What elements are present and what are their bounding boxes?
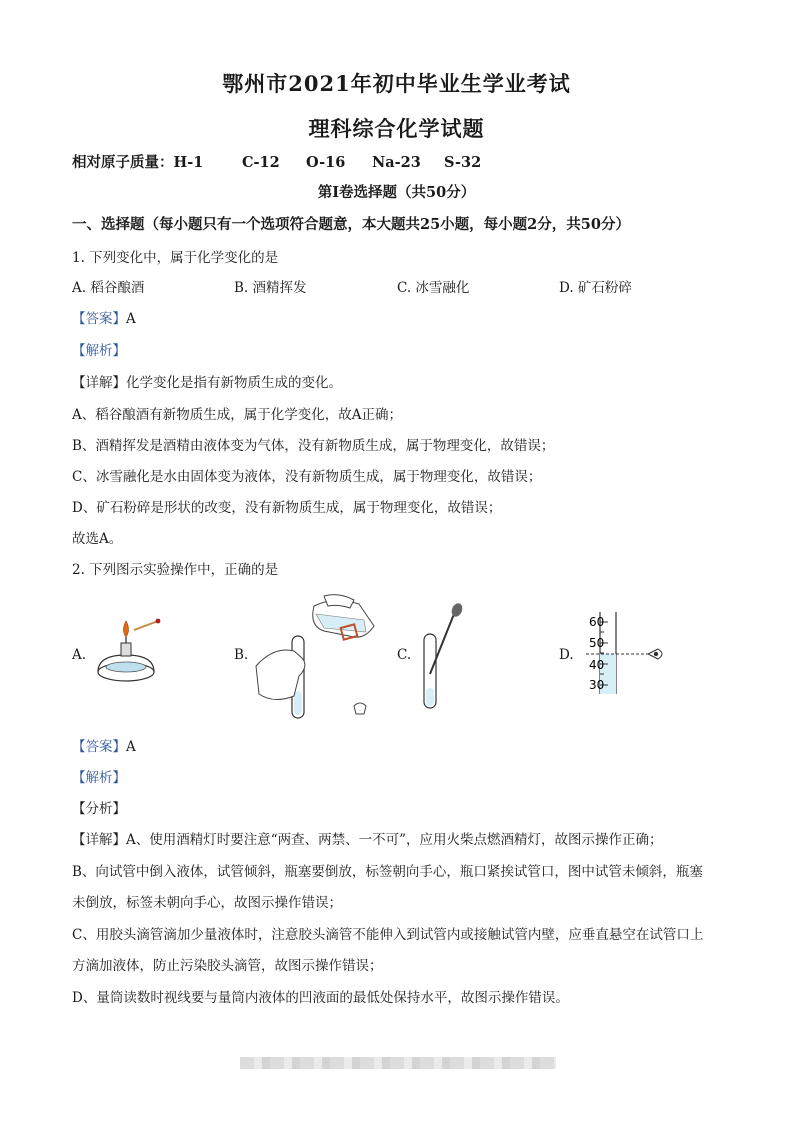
part-one-heading: 一、选择题（每小题只有一个选项符合题意，本大题共25小题，每小题2分，共50分）	[72, 216, 630, 233]
q2-line-c2: 方滴加液体，防止污染胶头滴管，故图示操作错误；	[72, 958, 383, 974]
q2-line-b2: 未倒放，标签未朝向手心，故图示操作错误；	[72, 895, 342, 911]
atomic-mass-c: C-12	[242, 154, 280, 171]
q2-fenxi-tag: 【分析】	[72, 801, 126, 817]
q2-line-d: D、量筒读数时视线要与量筒内液体的凹液面的最低处保持水平，故图示操作错误。	[72, 990, 569, 1006]
q1-detail-text: 化学变化是指有新物质生成的变化。	[126, 375, 342, 391]
q1-conclusion: 故选A。	[72, 531, 123, 547]
q1-option-a: A. 稻谷酿酒	[72, 280, 145, 296]
atomic-mass-o: O-16	[306, 154, 346, 171]
alcohol-lamp-figure	[92, 615, 172, 690]
q1-detail-tag: 【详解】	[72, 375, 126, 391]
q2-fig-label-d: D.	[559, 647, 574, 663]
cylinder-tick-60: 60	[589, 615, 605, 629]
q1-detail	[72, 371, 342, 391]
atomic-mass-na: Na-23	[372, 154, 421, 171]
q2-line-b1: B、向试管中倒入液体，试管倾斜，瓶塞要倒放，标签朝向手心，瓶口紧挨试管口，图中试管未倾斜，瓶塞	[72, 864, 703, 880]
q2-fig-label-a: A.	[72, 647, 87, 663]
cylinder-tick-30: 30	[589, 678, 605, 692]
atomic-mass-line	[72, 151, 481, 172]
q2-fig-label-b: B.	[234, 647, 249, 663]
q1-option-d: D. 矿石粉碎	[559, 280, 632, 296]
q1-analysis-tag: 【解析】	[72, 343, 126, 359]
atomic-mass-s: S-32	[444, 154, 482, 171]
q1-option-b: B. 酒精挥发	[234, 280, 307, 296]
q2-answer	[72, 735, 136, 755]
q1-answer-value: A	[126, 311, 136, 327]
exam-title: 鄂州市2021年初中毕业生学业考试	[222, 71, 571, 96]
q1-line-b: B、酒精挥发是酒精由液体变为气体，没有新物质生成，属于物理变化，故错误；	[72, 438, 555, 454]
dropper-figure	[418, 604, 468, 712]
cylinder-tick-40: 40	[589, 658, 605, 672]
q2-fig-label-c: C.	[397, 647, 412, 663]
exam-subtitle: 理科综合化学试题	[308, 116, 485, 141]
pouring-liquid-figure	[254, 596, 384, 721]
q2-stem: 2. 下列图示实验操作中，正确的是	[72, 562, 279, 578]
cylinder-tick-50: 50	[589, 636, 605, 650]
q2-line-c1: C、用胶头滴管滴加少量液体时，注意胶头滴管不能伸入到试管内或接触试管内壁，应垂直悬空在试管口上	[72, 927, 704, 943]
q2-answer-value: A	[126, 739, 136, 755]
atomic-mass-label: 相对原子质量：H-1	[72, 154, 204, 171]
q1-option-c: C. 冰雪融化	[397, 280, 470, 296]
blurred-footer-watermark	[240, 1057, 556, 1069]
q2-detail-tag: 【详解】	[72, 832, 126, 848]
q1-stem: 1. 下列变化中，属于化学变化的是	[72, 250, 279, 266]
q2-line-a: A、使用酒精灯时要注意“两查、两禁、一不可”，应用火柴点燃酒精灯，故图示操作正确；	[126, 832, 663, 848]
q2-detail	[72, 828, 663, 848]
section-heading: 第Ⅰ卷选择题（共50分）	[317, 184, 476, 201]
q1-answer-tag: 【答案】	[72, 311, 126, 327]
graduated-cylinder-figure	[586, 612, 676, 697]
q2-analysis-tag: 【解析】	[72, 770, 126, 786]
q1-line-a: A、稻谷酿酒有新物质生成，属于化学变化，故A正确；	[72, 407, 402, 423]
q1-answer	[72, 307, 136, 327]
q1-line-d: D、矿石粉碎是形状的改变，没有新物质生成，属于物理变化，故错误；	[72, 500, 502, 516]
q1-line-c: C、冰雪融化是水由固体变为液体，没有新物质生成，属于物理变化，故错误；	[72, 469, 542, 485]
q2-answer-tag: 【答案】	[72, 739, 126, 755]
